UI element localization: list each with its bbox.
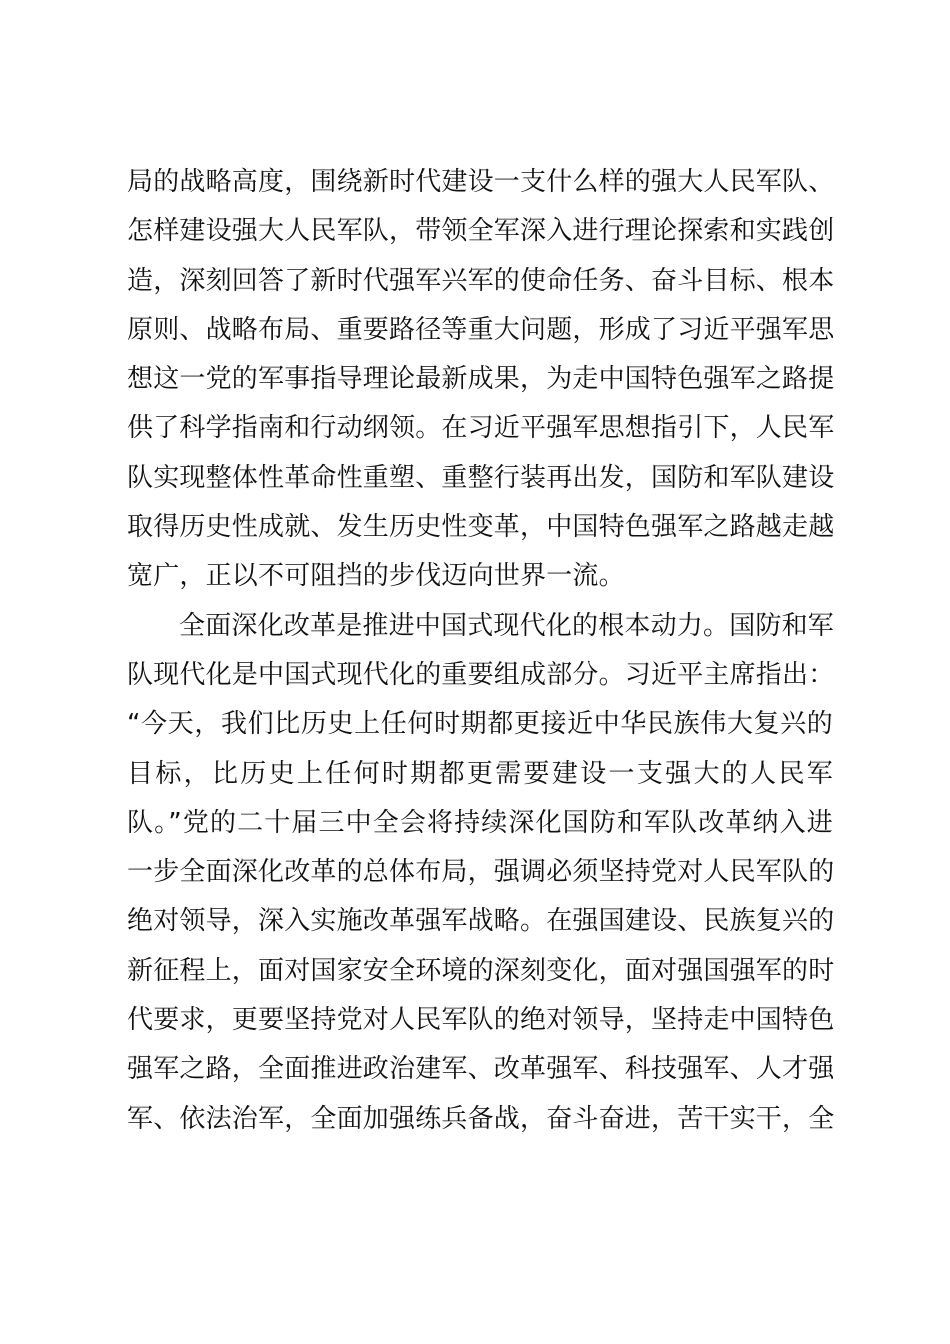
body-text: [127, 158, 833, 1144]
text-line: 局的战略高度，围绕新时代建设一支什么样的强大人民军队、: [127, 167, 835, 197]
text-line: 取得历史性成就、发生历史性变革，中国特色强军之路越走越: [127, 512, 835, 543]
text-line: 队实现整体性革命性重塑、重整行装再出发，国防和军队建设: [127, 462, 835, 493]
text-line: 军、依法治军，全面加强练兵备战，奋斗奋进，苦干实干，全: [127, 1103, 835, 1134]
text-line: 强军之路，全面推进政治建军、改革强军、科技强军、人才强: [127, 1054, 835, 1085]
text-line: 绝对领导，深入实施改革强军战略。在强国建设、民族复兴的: [127, 906, 835, 937]
text-line: 新征程上，面对国家安全环境的深刻变化，面对强国强军的时: [127, 955, 835, 986]
text-line: 一步全面深化改革的总体布局，强调必须坚持党对人民军队的: [127, 857, 835, 888]
text-line: 原则、战略布局、重要路径等重大问题，形成了习近平强军思: [127, 314, 835, 345]
text-line: “今天，我们比历史上任何时期都更接近中华民族伟大复兴的: [127, 709, 833, 740]
text-line: 代要求，更要坚持党对人民军队的绝对领导，坚持走中国特色: [127, 1005, 835, 1036]
text-line: 想这一党的军事指导理论最新成果，为走中国特色强军之路提: [127, 364, 835, 395]
text-line: 队现代化是中国式现代化的重要组成部分。习近平主席指出：: [127, 659, 835, 690]
text-line: 宽广，正以不可阻挡的步伐迈向世界一流。: [127, 561, 625, 592]
text-line: 全面深化改革是推进中国式现代化的根本动力。国防和军: [179, 610, 835, 641]
text-line: 目标，比历史上任何时期都更需要建设一支强大的人民军: [127, 758, 833, 789]
text-line: 队。”党的二十届三中全会将持续深化国防和军队改革纳入进: [127, 807, 833, 838]
text-line: 供了科学指南和行动纲领。在习近平强军思想指引下，人民军: [127, 413, 835, 444]
text-line: 怎样建设强大人民军队，带领全军深入进行理论探索和实践创: [127, 216, 835, 247]
text-line: 造，深刻回答了新时代强军兴军的使命任务、奋斗目标、根本: [127, 265, 835, 296]
